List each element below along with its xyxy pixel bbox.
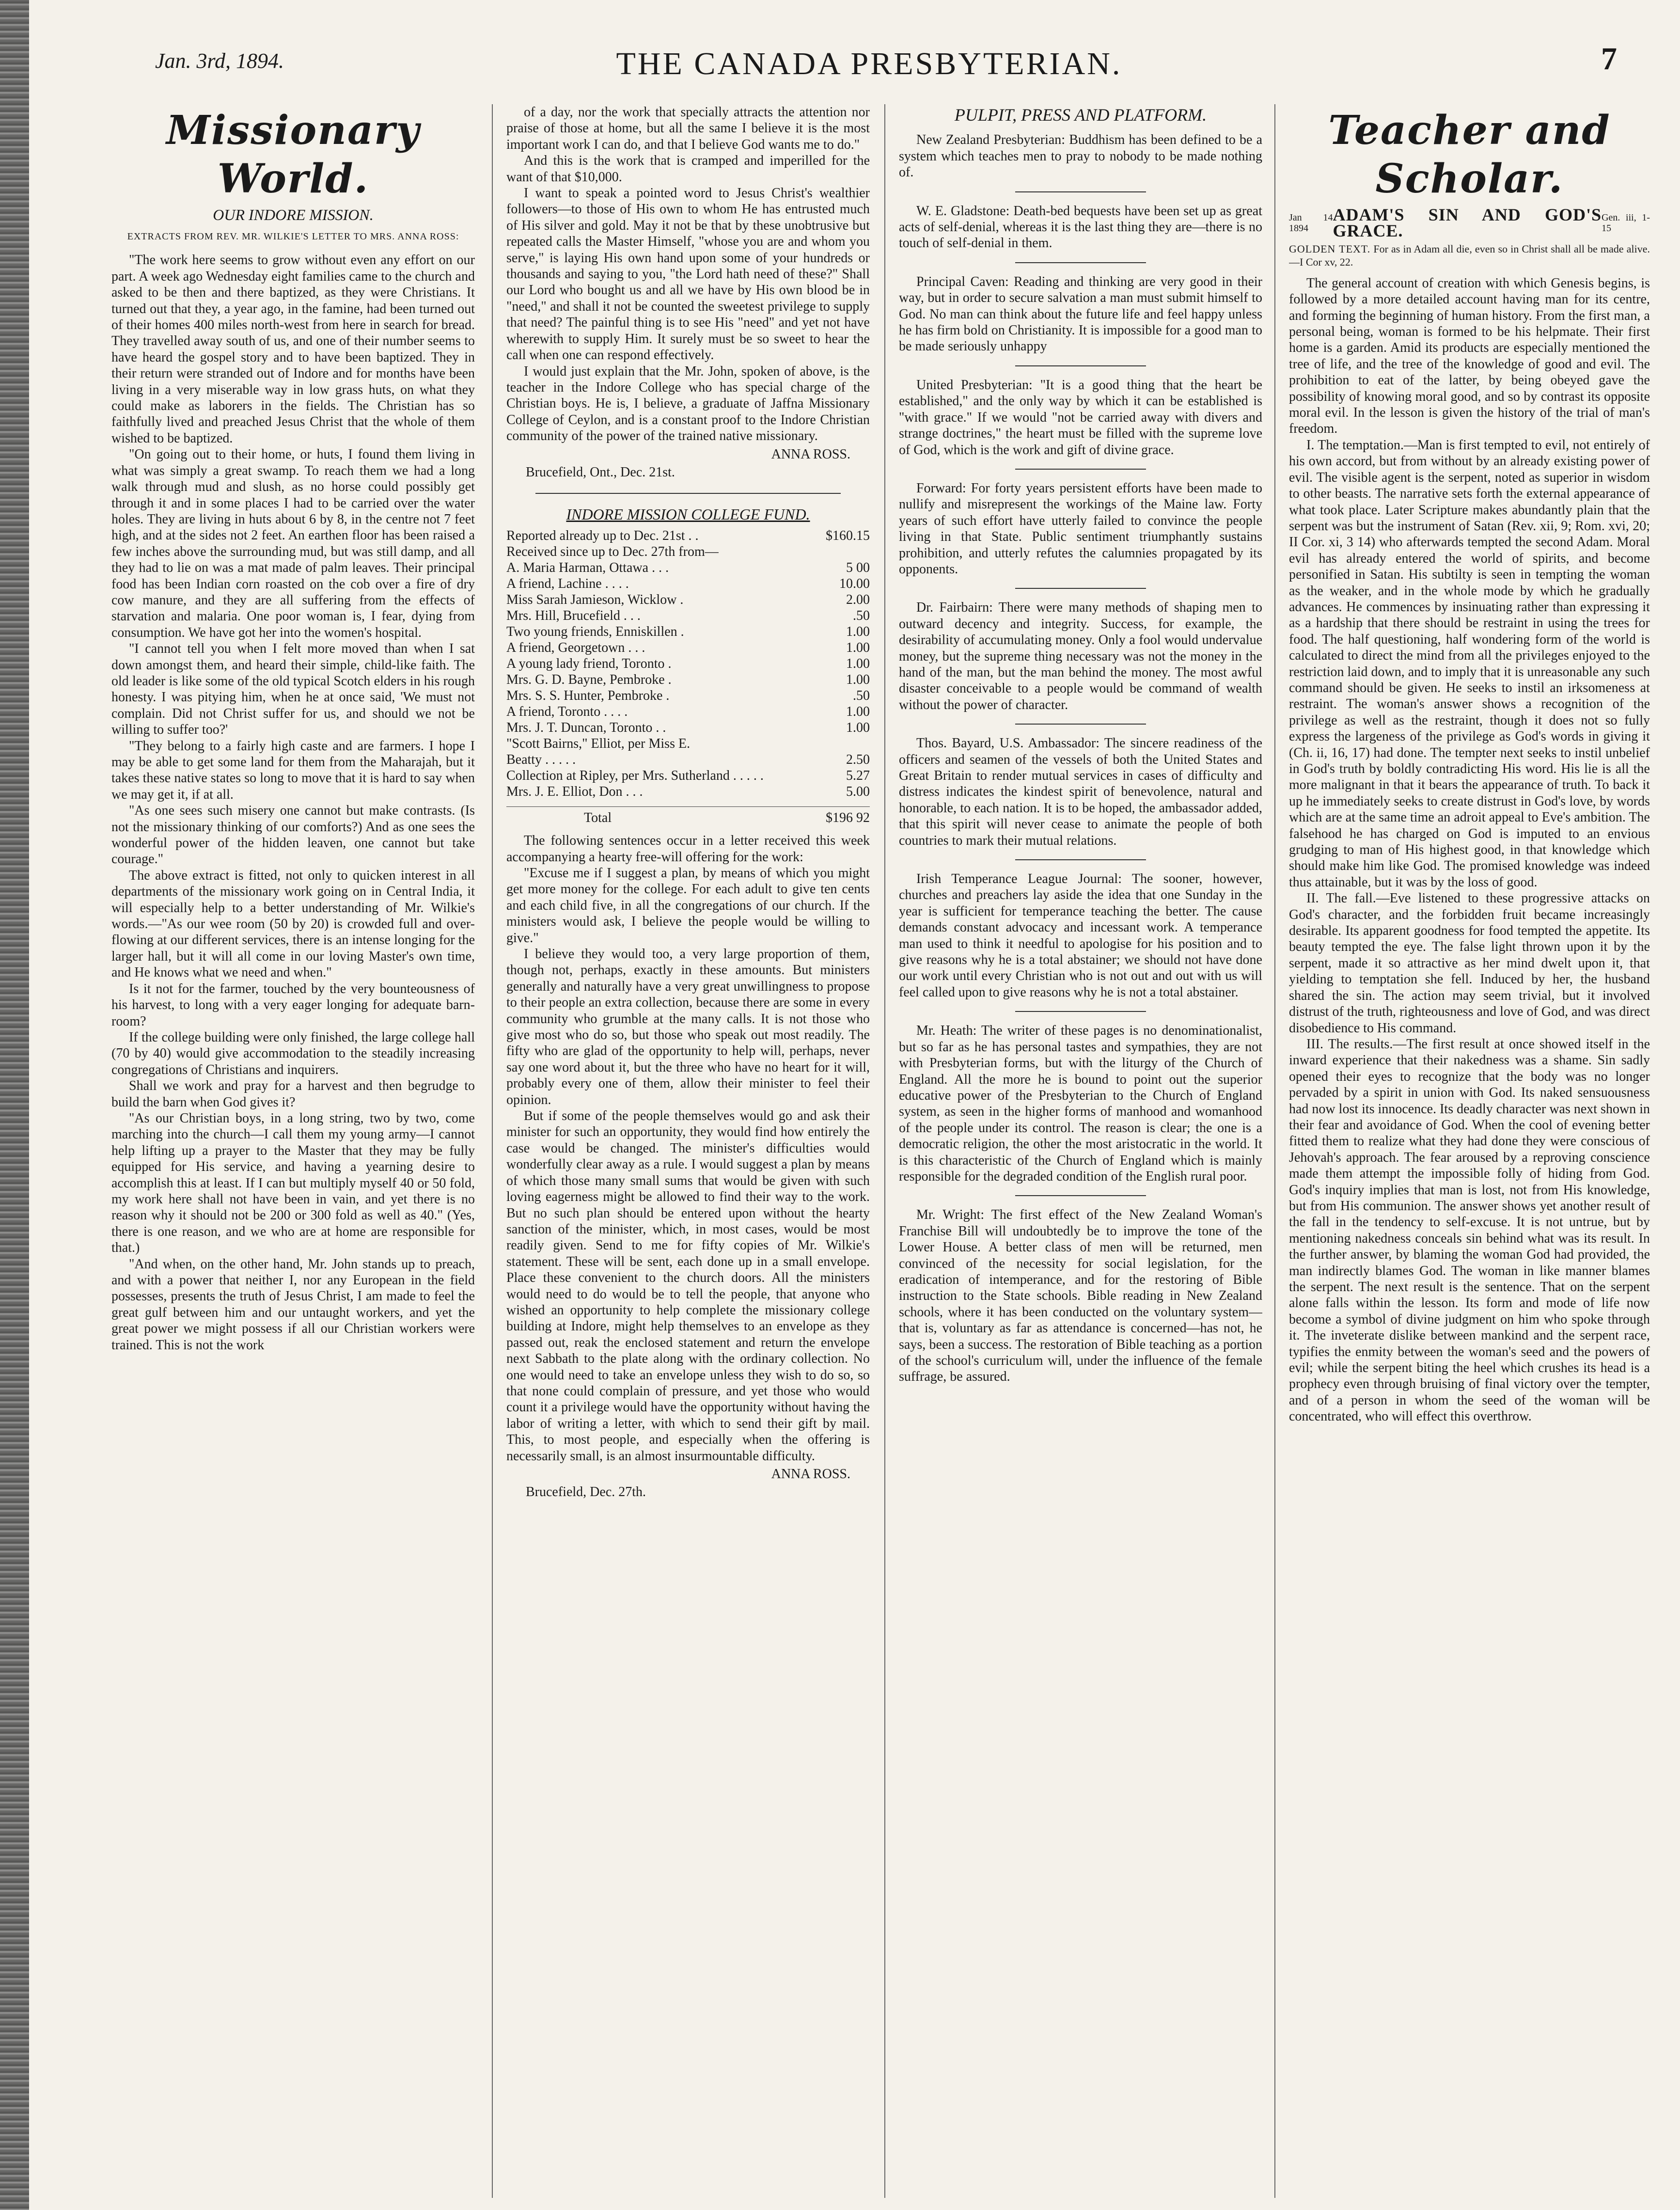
lesson-date: Jan 14 1894 [1289, 212, 1333, 234]
lesson-paragraph: The general account of creation with which Genesis begins, is followed by a more detailed account having man for its centre, and forming the beginning of human history. From the first man, a personal being, woman is formed to be his helpmate. Their first home is a garden. Amid its products are especially mentioned the tree of life, and the tree of the knowledge of good and evil. The prohibition to eat of the latter, by being obeyed gave the possibility of knowing moral good, and so by contrast its opposite moral evil. In the lesson is given the history of the trial of man's freedom. [1289, 275, 1650, 437]
lesson-paragraph: II. The fall.—Eve listened to these progressive attacks on God's character, and the forbidden fruit became increasingly desirable. Its apparent goodness for food tempted the appetite. Its beauty tempted the eye. The false light thrown upon it by the serpent, made it so attractive as her mind dwelt upon it, that yielding to temptation she fell. Induced by her, the husband shared the sin. The action may seem trivial, but it involved distrust of the truth, righteousness and love of God, and was direct disobedience to His command. [1289, 891, 1650, 1036]
article-paragraph: But if some of the people themselves would go and ask their minister for such an opportunity, they would find how entirely the case would be changed. The minister's difficulties would wonderfully clear away as a rule. I would suggest a plan by means of which those many small sums that would be given with such loving eagerness might be allowed to find their way to the work. But no such plan should be entered upon without the hearty sanction of the minister, which, in most cases, would be most readily given. Send to me for fifty copies of Mr. Wilkie's statement. These will be sent, each done up in a small envelope. Place these convenient to the church doors. All the ministers would need to do would be to tell the people, that anyone who wished an opportunity to help complete the missionary college building at Indore, might help themselves to an envelope as they passed out, reak the enclosed statement and return the envelope next Sabbath to the plate along with the ordinary collection. No one would need to take an envelope unless they wish to do so, so that none could complain of pressure, and yet those who would count it a privilege would have the opportunity without having the labor of writing a letter, with which to send their gift by mail. This, to most people, and especially when the offering is necessarily small, is an almost insurmountable difficulty. [506, 1108, 870, 1464]
item-separator [1015, 469, 1146, 470]
quotation-item: United Presbyterian: "It is a good thing that the heart be established," and the only way by which it can be established is "with grace." If we would "not be carried away with divers and strange doctrines," the heart must be filled with the supreme love of God, which is the work and gift of divine grace. [899, 377, 1262, 458]
fund-row [506, 704, 870, 720]
fund-amount: 1.00 [846, 672, 870, 687]
item-separator [1015, 588, 1146, 589]
article-paragraph: "Excuse me if I suggest a plan, by means of which you might get more money for the college. For each adult to give ten cents and each child five, in all the congregations of our church. If the ministers would ask, I believe the people would be willing to give." [506, 865, 870, 946]
section-rule [535, 493, 841, 494]
teacher-scholar-column [1289, 104, 1650, 2198]
item-separator [1015, 1011, 1146, 1012]
quotation-item: Thos. Bayard, U.S. Ambassador: The sincere readiness of the officers and seamen of the vessels of both the United States and Great Britain to render mutual services in cases of difficulty and distress indicates the kindest spirit of benevolence, natural and honorable, to each nation. It is to be hoped, the ambassador added, that this spirit will never cease to animate the people of both countries to mark their mutual relations. [899, 736, 1262, 848]
article-paragraph: I want to speak a pointed word to Jesus Christ's wealthier followers—to those of His own to whom He has entrusted much of His silver and gold. May it not be that by these unobtrusive but repeated calls the Master Himself, "whose you are and whom you serve," is laying His own hand upon some of your hundreds or thousands and saying to you, "the Lord hath need of these?" Shall our Lord who bought us and all we have by His own blood be in "need," and shall it not be counted the sweetest privilege to supply that need? The painful thing is to see His "need" and yet not have wherewith to supply Him. It surely must be so sweet to hear the call when one can respond effectively. [506, 186, 870, 363]
signature-anna-ross: ANNA ROSS. [771, 446, 850, 462]
quotation-item: Dr. Fairbairn: There were many methods of shaping men to outward decency and integrity. Success, for example, the desirability of accumulating money. Only a fool would undervalue money, but the supreme thing necessary was not the money in the hand of the man, but the man behind the money. The most awful disaster conceivable to a people would be command of wealth without the power of character. [899, 600, 1262, 712]
item-separator [1015, 365, 1146, 366]
quotation-item: Irish Temperance League Journal: The sooner, however, churches and preachers lay aside the idea that one Sunday in the year is sufficient for temperance teaching the better. The cause demands constant advocacy and incessant work. A temperance man used to think it needful to apologise for his position and to give reasons why he is a total abstainer; we should not have done our work until every Christian who is not out and out with us will feel called upon to give reasons why he is not a total abstainer. [899, 871, 1262, 1000]
fund-row [506, 752, 870, 768]
fund-donor: A young lady friend, Toronto . [506, 656, 672, 671]
fund-donor: Received since up to Dec. 27th from— [506, 544, 719, 559]
fund-row [506, 656, 870, 672]
fund-donor: Mrs. J. E. Elliot, Don . . . [506, 784, 643, 799]
fund-row [506, 768, 870, 784]
fund-row [506, 688, 870, 704]
quotation-item: New Zealand Presbyterian: Buddhism has been defined to be a system which teaches men to pray to nobody to be made nothing of. [899, 132, 1262, 180]
lesson-header [1289, 207, 1650, 239]
fund-row [506, 784, 870, 800]
page-number: 7 [1601, 41, 1617, 77]
fund-row [506, 576, 870, 592]
page-columns [111, 104, 1652, 2198]
fund-row [506, 672, 870, 688]
lesson-paragraph: I. The temptation.—Man is first tempted to evil, not entirely of his own accord, but from without by an already existing power of evil. The visible agent is the serpent, noted as superior in wisdom to other beasts. The narrative sets forth the external appearance of what took place. Later Scripture makes abundantly plain that the serpent was but the instrument of Satan (Rev. xii, 9; Rom. xvi, 20; II Cor. xi, 3 14) who afterwards tempted the second Adam. Moral evil has already entered the world of spirits, and become personified in Satan. His subtilty is seen in tempting the woman as the weaker, and in the whole mode by which he gradually advances. He commences by insinuating rather than expressing it as a hardship that there should be restraint in using the trees for food. The half questioning, half wondering form of the world is calculated to direct the mind from all the privileges enjoyed to the restriction laid down, and to imply that it is unreasonable any such command should be given. He seeks to instil an irksomeness at restraint. The woman's answer shows a recognition of the privilege as well as the restraint, though it does not so fully express the largeness of the privilege as God's words in giving it (Ch. ii, 16, 17) had done. The tempter next seeks to instil unbelief in God's truth by boldly contradicting His word. His lie is all the more malignant in that it bears the appearance of truth. To back it up he immediately seeks to create distrust in God's love, by words which are at the same time an adroit appeal to Eve's ambition. The falsehood he has charged on God is imputed to an envious grudging to man of His highest good, in that knowledge which should make him like God. The promised knowledge was indeed thus attainable, but it was by the loss of good. [1289, 437, 1650, 890]
fund-amount: 1.00 [846, 656, 870, 671]
fund-total-row [506, 806, 870, 826]
fund-donor: Mrs. Hill, Brucefield . . . [506, 608, 641, 623]
fund-amount: 5.00 [846, 784, 870, 799]
letter-paragraphs [506, 833, 870, 1464]
article-paragraph: "On going out to their home, or huts, I found them living in what was simply a great swamp. To reach them we had a long walk through mud and slush, as no horse could possibly get through it and in some places I had to be carried over the water holes. They are living in huts about 6 by 8, in the centre not 7 feet high, and at the sides not 2 feet. An earthen floor has been raised a few inches above the surrounding mud, but was still damp, and all they had to lie on was a mat made of palm leaves. Their principal food has been Indian corn roasted on the cob over a fire of dry cow manure, and they are all suffering from the effects of starvation and malaria. One poor woman is, I fear, dying from consumption. We have got her into the women's hospital. [111, 447, 475, 640]
fund-title: INDORE MISSION COLLEGE FUND. [566, 505, 810, 523]
fund-amount: 1.00 [846, 624, 870, 639]
item-separator [1015, 859, 1146, 860]
lesson-paragraph: III. The results.—The first result at once showed itself in the inward experience that their nakedness was a shame. Sin sadly opened their eyes to recognize that the body was no longer pervaded by a spirit in union with God. Its naked sensuousness had now lost its innocence. Its deadly character was next shown in their fear and avoidance of God. When the cool of evening better fitted them to realize what they had done they were conscious of Jehovah's approach. The fear aroused by a reproving conscience made them attempt the impossible folly of hiding from God. God's inquiry implies that man is lost, not from His knowledge, but from His communion. The answer shows yet another result of the fall in the tendency to self-excuse. It is not untrue, but by mentioning nakedness conceals sin behind what was its result. In the further answer, by blaming the woman God had provided, the man indirectly blames God. The woman in like manner blames the serpent. The next result is the sentence. That on the serpent alone falls within the lesson. Its form and mode of life now become a symbol of divine judgment on him who spoke through it. The inveterate dislike between mankind and the serpent race, typifies the enmity between the woman's seed and the powers of evil; while the serpent biting the heel which crushes its head is a prophecy even through bruising of final victory over the tempter, and of a person in whom the seed of the woman will be concentrated, who will effect this overthrow. [1289, 1036, 1650, 1424]
fund-donor: Mrs. J. T. Duncan, Toronto . . [506, 720, 666, 735]
fund-donor: Beatty . . . . . [506, 752, 576, 767]
article-paragraph: If the college building were only finished, the large college hall (70 by 40) would give accommodation to the steadily increasing congregations of Christians and inquirers. [111, 1029, 475, 1077]
fund-donor: Mrs. S. S. Hunter, Pembroke . [506, 688, 670, 703]
column-divider [1274, 104, 1275, 2198]
item-separator [1015, 262, 1146, 263]
fund-donor: Reported already up to Dec. 21st . . [506, 528, 699, 543]
quotation-item: Forward: For forty years persistent efforts have been made to nullify and misrepresent the workings of the Maine law. Forty years of such effort have utterly failed to convince the people living in that State. Public sentiment triumphantly sustains prohibition, and utterly refutes the calumnies propagated by its opponents. [899, 480, 1262, 577]
fund-amount [826, 544, 870, 560]
article-paragraph: And this is the work that is cramped and imperilled for the want of that $10,000. [506, 153, 870, 185]
missionary-paragraphs [111, 252, 475, 1353]
appeal-paragraphs [506, 104, 870, 444]
fund-donor: Collection at Ripley, per Mrs. Sutherland . . . . . [506, 768, 764, 783]
article-paragraph: "As our Christian boys, in a long string, two by two, come marching into the church—I call them my young army—I cannot help lifting up a prayer to the Master that they may be fully equipped for His service, and having a yearning desire to accomplish this at least. If I can but multiply myself 40 or 50 fold, my work here shall not have been in vain, and yet there is no reason why it should not be 200 or 300 fold as well as 40." (Yes, there is one reason, and we who are at home are responsible for that.) [111, 1110, 475, 1256]
dateline-brucefield: Brucefield, Ont., Dec. 21st. [526, 464, 675, 480]
fund-amount: 1.00 [846, 640, 870, 655]
article-paragraph: The above extract is fitted, not only to quicken interest in all departments of the missionary work going on in Central India, it will especially help to a better understanding of Mr. Wilkie's words.—"As our wee room (50 by 20) is crowded full and over-flowing at our different services, there is an intense longing for the larger hall, but it will all come in our loving Master's own time, and He knows what we need and when." [111, 868, 475, 980]
fund-donor: "Scott Bairns," Elliot, per Miss E. [506, 736, 691, 751]
fund-amount: 5.27 [846, 768, 870, 783]
fund-donor: A friend, Toronto . . . . [506, 704, 628, 719]
column-divider [492, 104, 493, 2198]
fund-row [506, 608, 870, 624]
fund-amount: .50 [853, 608, 870, 623]
pulpit-press-column [899, 104, 1262, 2198]
lesson-title: ADAM'S SIN AND GOD'S GRACE. [1333, 205, 1602, 241]
fund-row [506, 528, 870, 544]
quotation-item: Principal Caven: Reading and thinking are very good in their way, but in order to secure salvation a man must submit himself to God. No man can think about the future life and feel happy unless he has firm bold on Christianity. It is impossible for a good man to be made seriously unhappy [899, 274, 1262, 354]
lesson-paragraphs [1289, 275, 1650, 1425]
newspaper-title: THE CANADA PRESBYTERIAN. [616, 46, 1122, 81]
article-paragraph: I would just explain that the Mr. John, spoken of above, is the teacher in the Indore College who has special charge of the Christian boys. He is, I believe, a graduate of Jaffna Missionary College of Ceylon, and is a constant proof to the Indore Christian community of the power of the trained native missionary. [506, 363, 870, 444]
quotation-item: Mr. Heath: The writer of these pages is no denominationalist, but so far as he has personal tastes and sympathies, they are not with Presbyterian forms, but with the liturgy of the Church of England. All the more he is bound to point out the superior educative power of the Presbyterian to the Church of England system, as seen in the higher forms of manhood and womanhood of the people under its control. The reason is clear; the one is a democratic religion, the other the most aristocratic in the world. It is this characteristic of the Church of England which is mainly responsible for the degraded condition of the English rural poor. [899, 1023, 1262, 1184]
indore-mission-subheading: OUR INDORE MISSION. [213, 206, 374, 223]
fund-amount: .50 [853, 688, 870, 703]
article-paragraph: of a day, nor the work that specially attracts the attention nor praise of those at home, but all the same I believe it is the most important work I can do, and that I believe God wants me to do." [506, 105, 870, 152]
missionary-world-heading: Missionary World. [166, 107, 420, 202]
dateline-brucefield-2: Brucefield, Dec. 27th. [526, 1484, 646, 1500]
column-divider [884, 104, 885, 2198]
golden-text-label: GOLDEN TEXT. [1289, 242, 1371, 255]
fund-donor: Miss Sarah Jamieson, Wicklow . [506, 592, 684, 607]
item-separator [1015, 1195, 1146, 1196]
fund-row [506, 544, 870, 560]
article-paragraph: I believe they would too, a very large proportion of them, though not, perhaps, exactly in these amounts. But ministers generally and naturally have a very great unwillingness to propose to their people an extra collection, because there are some in every community who grumble at the many calls. It is not those who give most who do so, but those who speak out most readily. The fifty who are glad of the opportunity to help will, perhaps, never say one word about it, but the three who have no heart for it will, probably every one of them, allow their minister to feel their opinion. [506, 947, 870, 1107]
quotation-item: W. E. Gladstone: Death-bed bequests have been set up as great acts of self-denial, whereas it is the last thing they are—there is no touch of self-denial in them. [899, 203, 1262, 251]
fund-list [506, 528, 870, 800]
fund-amount [826, 736, 870, 752]
article-paragraph: Is it not for the farmer, touched by the very bounteousness of his harvest, to long with a very eager longing for adequate barn-room? [111, 981, 475, 1029]
missionary-world-column [111, 104, 475, 2198]
fund-row [506, 624, 870, 640]
fund-amount: 1.00 [846, 720, 870, 735]
fund-donor: A friend, Georgetown . . . [506, 640, 645, 655]
article-paragraph: "The work here seems to grow without even any effort on our part. A week ago Wednesday eight families came to the church and asked to be then and there baptized, as they were Christians. It turned out that they, a year ago, in the famine, had been turned out of their homes 400 miles north-west from here in search for bread. They travelled away south of us, and one of their number seems to have heard the gospel story and to have been baptized. They in their return were stranded out of Indore and for months have been living in a very miserable way in low grass huts, on what they could make as laborers in the fields. The Christian has so faithfully lived and preached Jesus Christ that the whole of them wished to be baptized. [111, 253, 475, 446]
issue-date: Jan. 3rd, 1894. [155, 49, 284, 73]
article-paragraph: "I cannot tell you when I felt more moved than when I sat down amongst them, and heard their simple, child-like faith. The old leader is like some of the old typical Scotch elders in his rough honesty. I was pitying him, when he at once said, 'We must not complain. Did not Christ suffer for us, and should we not be willing to suffer too?' [111, 641, 475, 738]
fund-amount: 2.50 [846, 752, 870, 767]
page-header [87, 29, 1651, 102]
article-paragraph: "As one sees such misery one cannot but make contrasts. (Is not the missionary thinking of our comforts?) And as one sees the wonderful power of the hidden leaven, one cannot but take courage." [111, 803, 475, 867]
quotation-list [899, 132, 1262, 1385]
signature-anna-ross-2: ANNA ROSS. [771, 1467, 850, 1482]
fund-row [506, 720, 870, 736]
fund-total-label: Total [584, 810, 612, 825]
fund-amount: 1.00 [846, 704, 870, 719]
item-separator [1015, 191, 1146, 192]
fund-donor: A. Maria Harman, Ottawa . . . [506, 560, 669, 575]
item-separator [1015, 724, 1146, 725]
teacher-scholar-heading: Teacher and Scholar. [1328, 107, 1611, 202]
fund-row [506, 640, 870, 656]
fund-amount: 2.00 [846, 592, 870, 607]
fund-donor: A friend, Lachine . . . . [506, 576, 629, 591]
fund-amount: $160.15 [826, 528, 870, 543]
lesson-reference: Gen. iii, 1-15 [1601, 212, 1650, 234]
fund-amount: 10.00 [839, 576, 870, 591]
fund-donor: Mrs. G. D. Bayne, Pembroke . [506, 672, 672, 687]
fund-row [506, 592, 870, 608]
quotation-item: Mr. Wright: The first effect of the New Zealand Woman's Franchise Bill will undoubtedly be to improve the tone of the Lower House. A better class of men will be returned, men convinced of the necessity for social legislation, for the eradication of intemperance, and for the restoring of Bible instruction to the State schools. Bible reading in New Zealand schools, where it has been conducted on the voluntary system—that is, voluntary as far as attendance is concerned—has not, he says, been a success. The restoration of Bible teaching as a portion of the school's curriculum will, under the influence of the female suffrage, be assured. [899, 1207, 1262, 1385]
golden-text [1289, 242, 1650, 268]
fund-amount: 5 00 [846, 560, 870, 575]
article-paragraph: "They belong to a fairly high caste and are farmers. I hope I may be able to get some land for them from the Maharajah, but it takes these native states so long to move that it is hard to say when we may get it, if at all. [111, 738, 475, 802]
fund-donor: Two young friends, Enniskillen . [506, 624, 684, 639]
fund-row [506, 560, 870, 576]
extract-caption: EXTRACTS FROM REV. MR. WILKIE'S LETTER TO MRS. ANNA ROSS: [127, 231, 459, 242]
article-paragraph: The following sentences occur in a letter received this week accompanying a hearty free-will offering for the work: [506, 833, 870, 865]
fund-row [506, 736, 870, 752]
fund-total-amount: $196 92 [826, 810, 870, 825]
page-binding-edge [0, 0, 29, 2210]
golden-text-body: For as in Adam all die, even so in Christ shall all be made alive.—I Cor xv, 22. [1289, 242, 1650, 268]
article-paragraph: "And when, on the other hand, Mr. John stands up to preach, and with a power that neither I, nor any European in the field possesses, presents the truth of Jesus Christ, I am made to feel the great gulf between him and our untaught workers, and yet the great power we might possess if all our Christian workers were trained. This is not the work [111, 1256, 475, 1353]
mission-fund-column [506, 104, 870, 2198]
pulpit-press-heading: PULPIT, PRESS AND PLATFORM. [954, 105, 1207, 125]
article-paragraph: Shall we work and pray for a harvest and then begrudge to build the barn when God gives it? [111, 1078, 475, 1110]
